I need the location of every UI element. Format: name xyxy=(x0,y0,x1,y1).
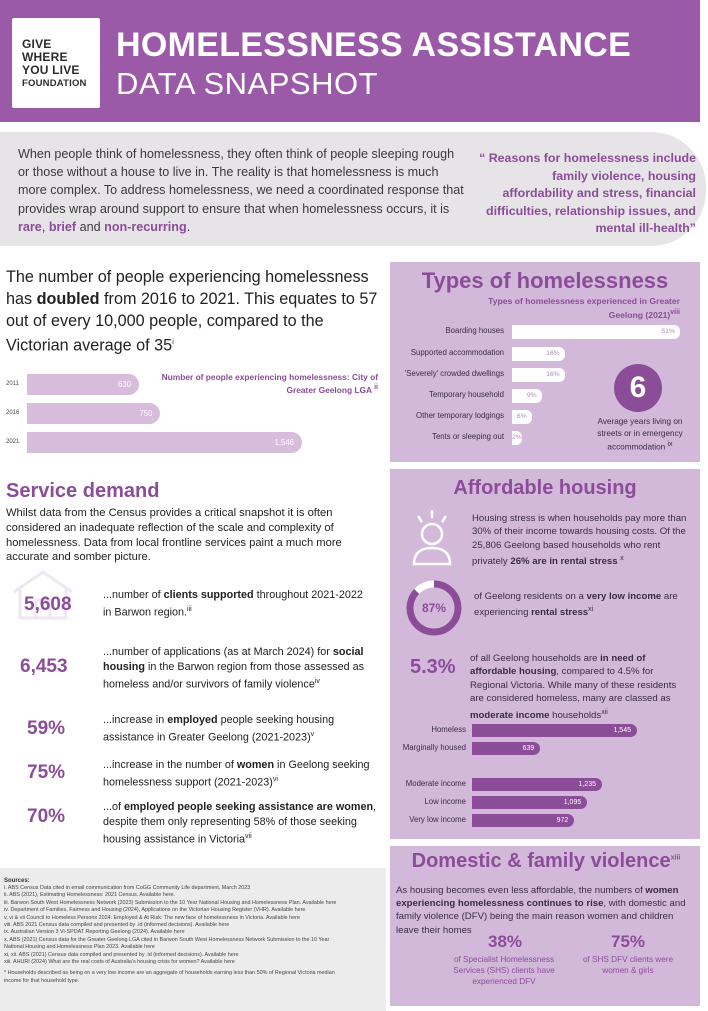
source-line: National Housing and Homelessness Plan 2023. Available here xyxy=(4,944,155,951)
source-line: i. ABS Census Data cited in email communication from CoGG Community Life department, March 2023 xyxy=(4,885,251,891)
page-subtitle: DATA SNAPSHOT xyxy=(116,66,379,101)
stat-number: 6,453 xyxy=(20,656,68,677)
rental-stress-donut xyxy=(404,578,464,638)
logo-line: WHERE xyxy=(22,50,68,64)
source-line: xi, xii. ABS (2021) Census data compiled and presented by .id (informed decisions). Available here xyxy=(4,951,239,958)
dfv-stat-text: of Specialist Homelessness Services (SHS) clients have experienced DFV xyxy=(453,955,555,986)
household-label: Homeless xyxy=(431,725,466,734)
service-demand-title: Service demand xyxy=(6,480,160,502)
need-text: of all Geelong households are in need of affordable housing, compared to 4.5% for Regional Victoria. While many of these residents are considered homeless, many are classed as moderate income households$^{xii}$ xyxy=(470,653,677,721)
source-line: x. ABS (2021) Census data for the Greater Geelong LGA cited in Barwon South West Homelessness Network Submission to the 10 Year xyxy=(4,936,330,943)
source-line: iv. Department of Families, Fairness and Housing (2024), Applications on the Victorian Housing Register (VHR). Available here xyxy=(4,907,306,914)
dfv-stat-text: of SHS DFV clients were women & girls xyxy=(582,955,674,975)
year-bar: 1,546 xyxy=(27,432,302,453)
service-demand-intro: Whilst data from the Census provides a critical snapshot it is often considered an inadequate reflection of the scale and complexity of homelessness. Data from local frontline services paint a much more accurate and somber picture. xyxy=(6,507,342,564)
income-label: Very low income xyxy=(409,815,466,824)
sources-box xyxy=(0,868,386,1011)
need-value: 5.3% xyxy=(410,656,456,678)
source-line: v, vi & vii Council to Homeless Persons 2024: Employed & At Risk: The new face of homelessness in Victoria. Available here xyxy=(4,914,300,921)
page-title: HOMELESSNESS ASSISTANCE xyxy=(116,26,632,64)
homeless-year-chart xyxy=(0,372,310,456)
intro-text: When people think of homelessness, they often think of people sleeping rough or those without a house to live in. The reality is that homelessness is much more complex. To address homelessness, we need a coordinated response that provides wrap around support to ensure that when homelessness occurs, it is rare, brief and non-recurring. xyxy=(18,147,464,234)
stress-text: Housing stress is when households pay more than 30% of their income towards housing costs. Of the 25,806 Geelong based households who rent privately 26% are in rental stress $^x$ xyxy=(472,513,687,568)
type-label: Boarding houses xyxy=(445,326,504,335)
year-bar: 630 xyxy=(27,374,139,395)
source-line: ix. Australian Version 3 Vi-SPDAT Reporting Geelong (2024). Available here xyxy=(4,929,185,936)
income-label: Low income xyxy=(424,797,466,806)
type-label: Tents or sleeping out xyxy=(432,432,504,441)
income-label: Moderate income xyxy=(405,779,466,788)
year-bar: 750 xyxy=(27,403,160,424)
dfv-stat-number: 38% xyxy=(487,932,523,951)
type-bar: 16% xyxy=(512,368,565,382)
logo-line: YOU LIVE xyxy=(22,63,80,77)
type-bar: 9% xyxy=(512,389,542,403)
source-line: xiii. AHURI (2024) What are the real costs of Australia's housing crisis for women? Available here xyxy=(4,959,235,966)
type-label: Supported accommodation xyxy=(410,348,504,357)
type-bar: 2% xyxy=(512,431,522,445)
reasons-quote: “ Reasons for homelessness include family violence, housing affordability and stress, financial difficulties, relationship issues, and mental ill-health” xyxy=(479,151,696,235)
stat-number: 70% xyxy=(27,806,66,827)
dfv-stat-number: 75% xyxy=(610,932,646,951)
stat-description: ...increase in employed people seeking housing assistance in Greater Geelong (2021-2023)$^v$ xyxy=(103,714,335,744)
type-bar: 16% xyxy=(512,347,565,361)
homeless-chart-caption: Number of people experiencing homelessness: City of Greater Geelong LGA $^{ii}$ xyxy=(161,372,378,395)
household-label: Marginally housed xyxy=(402,743,466,752)
logo-line: FOUNDATION xyxy=(22,78,87,89)
stat-number: 5,608 xyxy=(24,594,72,615)
donut-text: of Geelong residents on a very low income are experiencing rental stress$^{xi}$ xyxy=(474,591,678,619)
household-bar: 639 xyxy=(472,742,540,755)
year-label: 2021 xyxy=(6,439,20,445)
type-label: Temporary household xyxy=(429,390,504,399)
stat-description: ...of employed people seeking assistance are women, despite them only representing 58% of those seeking housing assistance in Victoria$^{vii}$ xyxy=(103,801,377,846)
type-bar: 6% xyxy=(512,410,532,424)
income-chart xyxy=(390,776,690,832)
types-title: Types of homelessness xyxy=(421,268,669,293)
year-label: 2011 xyxy=(6,381,19,387)
sources-list xyxy=(4,885,382,985)
income-bar: 972 xyxy=(472,814,574,827)
dfv-text: As housing becomes even less affordable, the numbers of women experiencing homelessness continues to rise, with domestic and family violence (DFV) being the main reason women and children leave their homes xyxy=(396,885,686,936)
type-label: Other temporary lodgings xyxy=(416,411,504,420)
income-bar: 1,095 xyxy=(472,796,587,809)
years-text: Average years living on streets or in emergency accommodation $^{ix}$ xyxy=(597,417,683,452)
income-bar: 1,235 xyxy=(472,778,602,791)
source-line: iii. Barwon South West Homelessness Network (2023) Submission to the 10 Year National Housing and Homelessness Plan. Available here xyxy=(4,899,337,906)
affordable-title: Affordable housing xyxy=(453,477,637,499)
stat-description: ...number of clients supported throughout 2021-2022 in Barwon region.$^{iii}$ xyxy=(103,589,363,619)
source-line: income for that household type. xyxy=(4,977,80,984)
years-number: 6 xyxy=(614,364,662,412)
source-line: viii. ABS 2021 Census data compiled and presented by .id (informed decisions). Available here xyxy=(4,922,230,929)
sources-heading: Sources: xyxy=(4,878,30,884)
stat-number: 75% xyxy=(27,762,66,783)
stressed-person-icon xyxy=(404,508,460,566)
household-chart xyxy=(390,722,690,762)
types-chart-caption: Types of homelessness experienced in Greater Geelong $(2021)^{viii}$ xyxy=(488,296,680,320)
dfv-title: Domestic & family violence$^{xiii}$ xyxy=(411,850,681,872)
foundation-logo xyxy=(12,18,100,108)
type-label: 'Severely' crowded dwellings xyxy=(404,369,504,378)
stat-number: 59% xyxy=(27,718,66,739)
stat-description: ...number of applications (as at March 2024) for social housing in the Barwon region from those assessed as homeless and/or survivors of family violence$^{iv}$ xyxy=(103,646,365,691)
donut-value: 87% xyxy=(421,601,447,615)
type-bar: 51% xyxy=(512,325,680,339)
source-line: ii. ABS (2021), Estimating Homelessness: 2021 Census. Available here. xyxy=(4,892,175,899)
household-bar: 1,545 xyxy=(472,724,637,737)
doubled-statement: The number of people experiencing homelessness has doubled from 2016 to 2021. This equates to 57 out of every 10,000 people, compared to the Victorian average of 35$^i$ xyxy=(6,268,378,355)
logo-line: GIVE xyxy=(22,37,52,51)
stat-description: ...increase in the number of women in Geelong seeking homelessness support (2021-2023)$^{vi}$ xyxy=(103,759,370,789)
source-line: * Households described as being on a very low income are an aggregate of households earning less than 50% of Regional Victoria median xyxy=(4,970,335,977)
year-label: 2016 xyxy=(6,410,20,416)
